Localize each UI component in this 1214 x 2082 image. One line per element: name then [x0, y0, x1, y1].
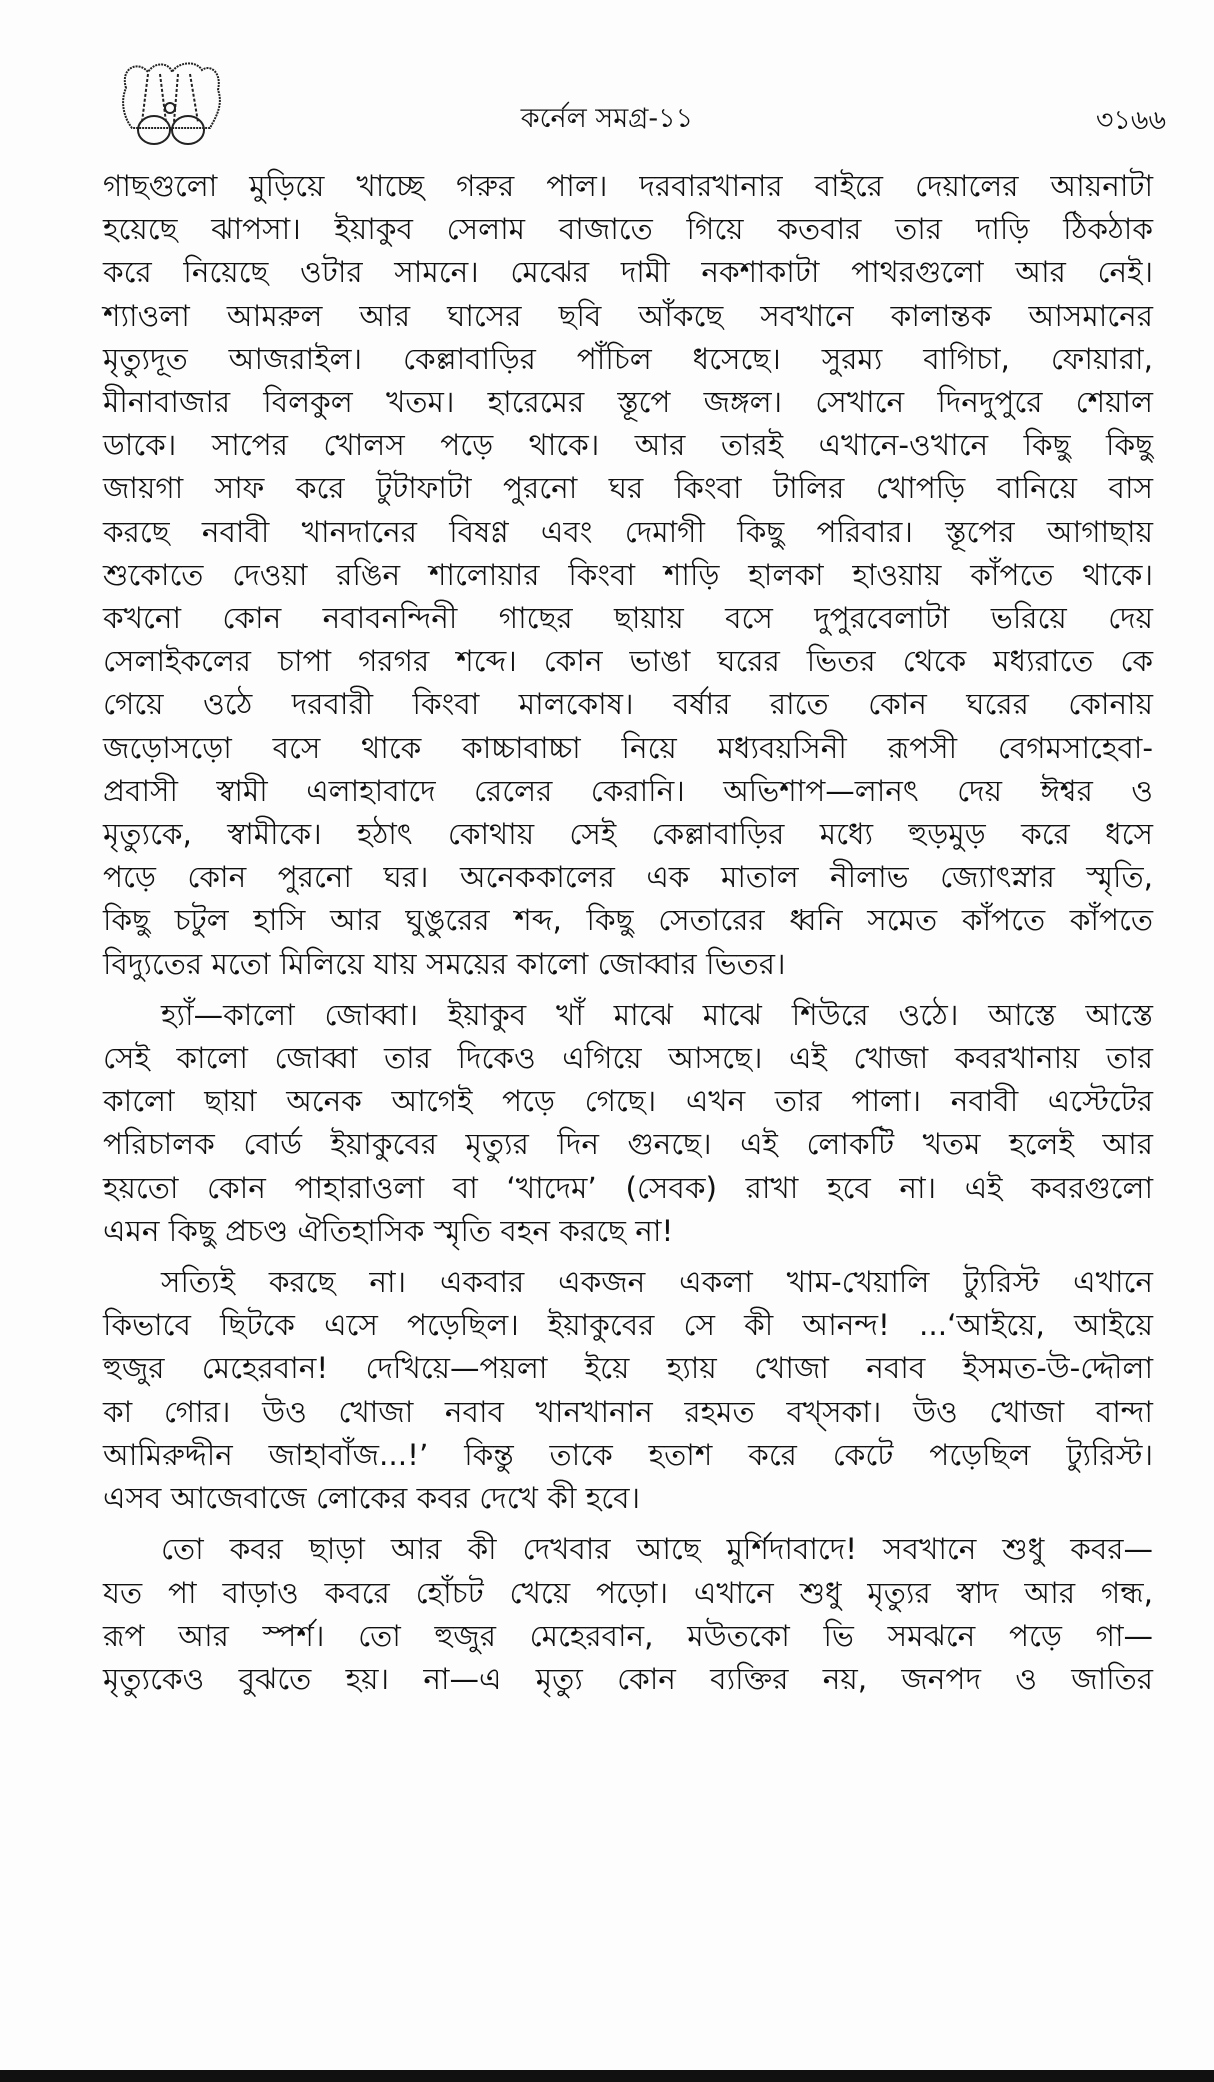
text-line: শুকোতে দেওয়া রঙিন শালোয়ার কিংবা শাড়ি হালকা হাওয়ায় কাঁপতে থাকে।	[103, 557, 1153, 592]
page-number: ৩১৬৬	[1095, 105, 1166, 136]
text-line: হয়েছে ঝাপসা। ইয়াকুব সেলাম বাজাতে গিয়ে কতবার তার দাড়ি ঠিকঠাক	[103, 212, 1153, 247]
text-line: যত পা বাড়াও কবরে হোঁচট খেয়ে পড়ো। এখানে শুধু মৃত্যুর স্বাদ আর গন্ধ,	[103, 1575, 1153, 1610]
paragraph-2	[103, 994, 1153, 1253]
text-line: হুজুর মেহেরবান! দেখিয়ে—পয়লা ইয়ে হ্যায় খোজা নবাব ইসমত-উ-দ্দৌলা	[103, 1351, 1153, 1386]
text-line: গেয়ে ওঠে দরবারী কিংবা মালকোষ। বর্ষার রাতে কোন ঘরের কোনায়	[103, 687, 1153, 722]
text-line: আমিরুদ্দীন জাহাবাঁজ...!’ কিন্তু তাকে হতাশ করে কেটে পড়েছিল ট্যুরিস্ট।	[103, 1437, 1153, 1472]
text-line: পড়ে কোন পুরনো ঘর। অনেককালের এক মাতাল নীলাভ জ্যোৎস্নার স্মৃতি,	[103, 860, 1153, 895]
paragraph-1	[103, 165, 1153, 986]
text-line: সত্যিই করছে না। একবার একজন একলা খাম-খেয়ালি ট্যুরিস্ট এখানে	[161, 1265, 1153, 1300]
paragraph-4	[103, 1528, 1153, 1701]
text-line: কালো ছায়া অনেক আগেই পড়ে গেছে। এখন তার পালা। নবাবী এস্টেটের	[103, 1084, 1153, 1119]
text-line: সেই কালো জোব্বা তার দিকেও এগিয়ে আসছে। এই খোজা কবরখানায় তার	[103, 1041, 1153, 1076]
text-line: রূপ আর স্পর্শ। তো হুজুর মেহেরবান, মউতকো ভি সমঝনে পড়ে গা—	[103, 1618, 1153, 1653]
text-line: হ্যাঁ—কালো জোব্বা। ইয়াকুব খাঁ মাঝে মাঝে শিউরে ওঠে। আস্তে আস্তে	[161, 997, 1153, 1032]
text-line: মৃত্যুকেও বুঝতে হয়। না—এ মৃত্যু কোন ব্যক্তির নয়, জনপদ ও জাতির	[103, 1661, 1153, 1696]
text-line: করছে নবাবী খানদানের বিষণ্ণ এবং দেমাগী কিছু পরিবার। স্তূপের আগাছায়	[103, 514, 1153, 549]
text-line: মীনাবাজার বিলকুল খতম। হারেমের স্তূপে জঙ্গল। সেখানে দিনদুপুরে শেয়াল	[103, 385, 1153, 420]
text-line: হয়তো কোন পাহারাওলা বা ‘খাদেম’ (সেবক) রাখা হবে না। এই কবরগুলো	[103, 1170, 1153, 1205]
text-line: মৃত্যুকে, স্বামীকে। হঠাৎ কোথায় সেই কেল্লাবাড়ির মধ্যে হুড়মুড় করে ধসে	[103, 817, 1153, 852]
text-line: সেলাইকলের চাপা গরগর শব্দে। কোন ভাঙা ঘরের ভিতর থেকে মধ্যরাতে কে	[103, 644, 1153, 679]
text-line: প্রবাসী স্বামী এলাহাবাদে রেলের কেরানি। অভিশাপ—লানৎ দেয় ঈশ্বর ও	[103, 773, 1153, 808]
text-line: বিদ্যুতের মতো মিলিয়ে যায় সময়ের কালো জোব্বার ভিতর।	[103, 946, 786, 981]
text-line: শ্যাওলা আমরুল আর ঘাসের ছবি আঁকছে সবখানে কালান্তক আসমানের	[103, 298, 1153, 333]
text-line: জায়গা সাফ করে টুটাফাটা পুরনো ঘর কিংবা টালির খোপড়ি বানিয়ে বাস	[103, 471, 1153, 506]
text-line: মৃত্যুদূত আজরাইল। কেল্লাবাড়ির পাঁচিল ধসেছে। সুরম্য বাগিচা, ফোয়ারা,	[103, 341, 1153, 376]
text-line: কিভাবে ছিটকে এসে পড়েছিল। ইয়াকুবের সে কী আনন্দ! ...‘আইয়ে, আইয়ে	[103, 1308, 1153, 1343]
text-line: তো কবর ছাড়া আর কী দেখবার আছে মুর্শিদাবাদে! সবখানে শুধু কবর—	[161, 1532, 1153, 1567]
text-line: করে নিয়েছে ওটার সামনে। মেঝের দামী নকশাকাটা পাথরগুলো আর নেই।	[103, 255, 1153, 290]
text-line: গাছগুলো মুড়িয়ে খাচ্ছে গরুর পাল। দরবারখানার বাইরে দেয়ালের আয়নাটা	[103, 169, 1153, 203]
running-title: কর্নেল সমগ্র-১১	[520, 103, 694, 134]
text-line: কিছু চটুল হাসি আর ঘুঙুরের শব্দ, কিছু সেতারের ধ্বনি সমেত কাঁপতে কাঁপতে	[103, 903, 1153, 938]
paragraph-3	[103, 1261, 1153, 1520]
text-line: জড়োসড়ো বসে থাকে কাচ্চাবাচ্চা নিয়ে মধ্যবয়সিনী রূপসী বেগমসাহেবা-	[103, 730, 1153, 765]
text-line: ডাকে। সাপের খোলস পড়ে থাকে। আর তারই এখানে-ওখানে কিছু কিছু	[103, 428, 1153, 463]
scan-bottom-edge	[0, 2070, 1214, 2082]
body-text	[103, 165, 1153, 1709]
text-line: এমন কিছু প্রচণ্ড ঐতিহাসিক স্মৃতি বহন করছে না!	[103, 1213, 674, 1248]
text-line: এসব আজেবাজে লোকের কবর দেখে কী হবে।	[103, 1481, 641, 1516]
text-line: কা গোর। উও খোজা নবাব খানখানান রহমত বখ্সকা। উও খোজা বান্দা	[103, 1394, 1153, 1429]
text-line: পরিচালক বোর্ড ইয়াকুবের মৃত্যুর দিন গুনছে। এই লোকটি খতম হলেই আর	[103, 1127, 1153, 1162]
text-line: কখনো কোন নবাবনন্দিনী গাছের ছায়ায় বসে দুপুরবেলাটা ভরিয়ে দেয়	[103, 601, 1153, 636]
